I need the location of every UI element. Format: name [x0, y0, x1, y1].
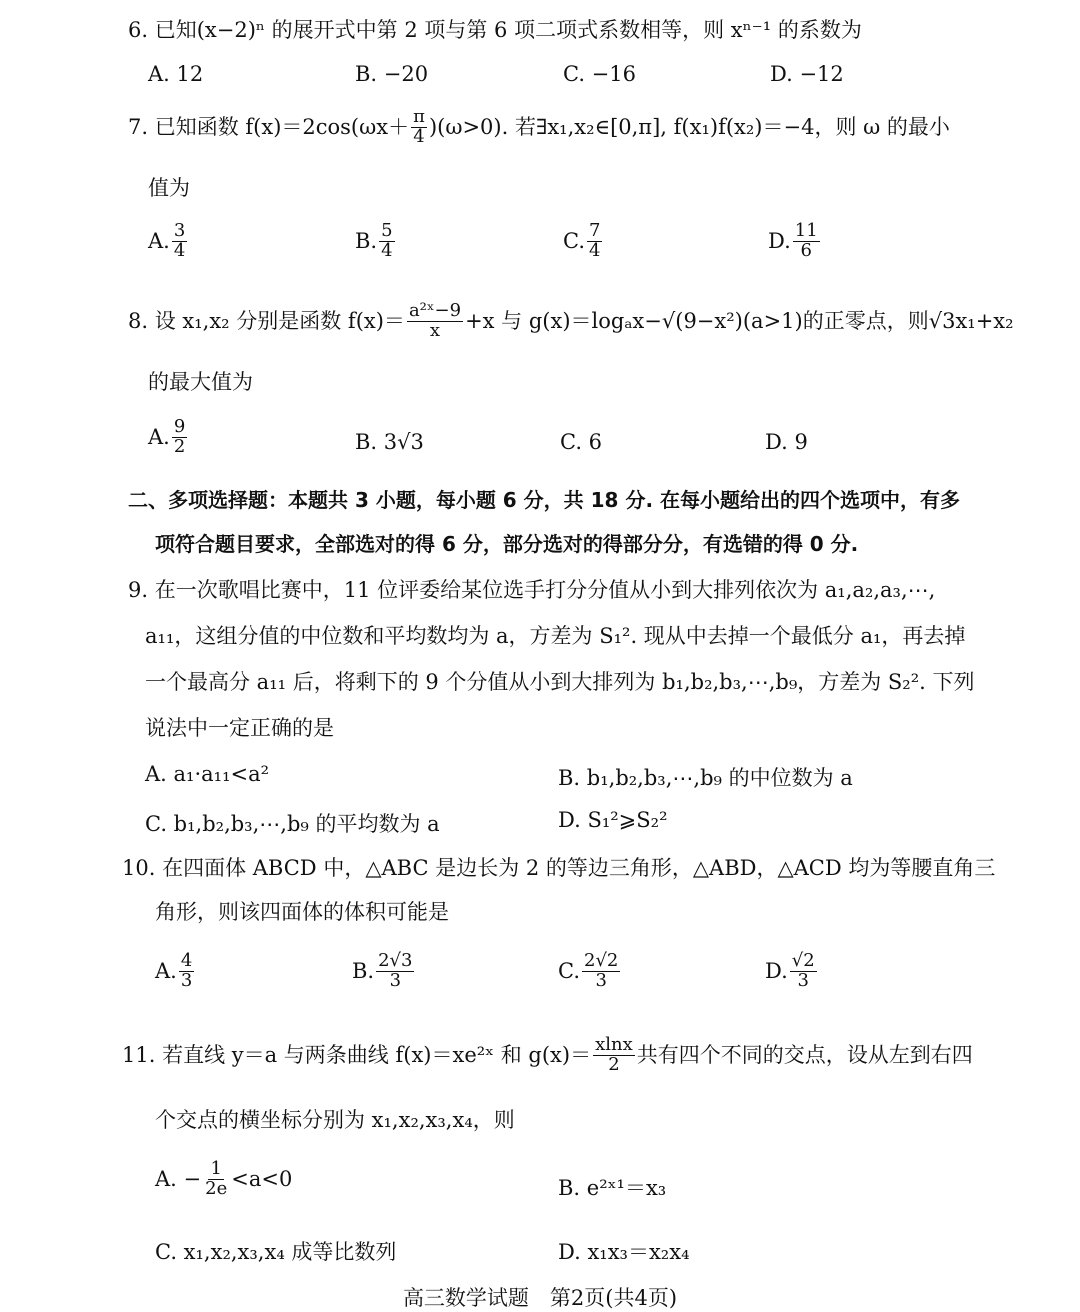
q7-option-c [563, 222, 604, 261]
fraction-num: 5 [381, 220, 393, 241]
option-label: A. [148, 425, 170, 450]
q11-stem-fraction-num: xlnx [595, 1034, 633, 1055]
q11-stem-part2: 共有四个不同的交点，设从左到右四 [636, 1042, 973, 1067]
q11-stem-fraction [593, 1036, 635, 1075]
q7-stem-fraction-num: π [413, 106, 425, 127]
fraction-num: 7 [589, 220, 601, 241]
fraction-num: 3 [173, 220, 186, 241]
option-label: C. [558, 959, 580, 984]
fraction-den: 4 [589, 239, 601, 261]
q10-option-c [558, 952, 622, 991]
fraction-num: 11 [794, 220, 818, 241]
q10-stem-line2: 角形，则该四面体的体积可能是 [155, 900, 449, 924]
q7-option-b [355, 222, 397, 261]
section2-heading-line2: 项符合题目要求，全部选对的得 6 分，部分选对的得部分分，有选错的得 0 分. [155, 532, 859, 556]
q8-option-a [148, 418, 189, 457]
q11-option-c: C. x₁,x₂,x₃,x₄ 成等比数列 [155, 1240, 397, 1264]
option-tail: <a<0 [231, 1167, 293, 1192]
q8-stem [128, 302, 1014, 341]
option-fraction [793, 222, 820, 261]
q9-option-d: D. S₁²⩾S₂² [558, 808, 668, 832]
q8-stem-part2: +x 与 g(x)＝logₐx−√(9−x²)(a>1)的正零点，则√3x₁+x₂ [465, 308, 1014, 333]
fraction-den: 4 [173, 239, 186, 261]
q9-stem-line3: 一个最高分 a₁₁ 后，将剩下的 9 个分值从小到大排列为 b₁,b₂,b₃,⋯,b₉，方差为 S₂². 下列 [145, 670, 975, 694]
q6-stem: 6. 已知(x−2)ⁿ 的展开式中第 2 项与第 6 项二项式系数相等，则 xⁿ⁻¹ 的系数为 [128, 18, 862, 42]
q10-option-b [352, 952, 416, 991]
option-label: B. [355, 229, 378, 254]
q9-option-b: B. b₁,b₂,b₃,⋯,b₉ 的中位数为 a [558, 766, 853, 790]
fraction-den: 3 [797, 969, 809, 991]
fraction-den: 2 [173, 435, 186, 457]
option-fraction [376, 952, 414, 991]
option-label: C. [563, 229, 585, 254]
option-fraction [203, 1160, 229, 1199]
option-label: D. [765, 959, 788, 984]
option-fraction [172, 418, 187, 457]
option-fraction [172, 222, 187, 261]
q7-option-d [768, 222, 822, 261]
fraction-num: 1 [210, 1158, 222, 1179]
q10-option-a [155, 952, 196, 991]
option-fraction [179, 952, 194, 991]
q7-stem-fraction-den: 4 [413, 125, 425, 147]
fraction-num: 2√2 [584, 950, 619, 971]
q9-stem-line1: 9. 在一次歌唱比赛中，11 位评委给某位选手打分分值从小到大排列依次为 a₁,a₂,a₃,⋯, [128, 578, 936, 602]
q11-stem-part1: 11. 若直线 y＝a 与两条曲线 f(x)＝xe²ˣ 和 g(x)＝ [122, 1042, 592, 1067]
option-fraction [790, 952, 817, 991]
section2-heading-line1: 二、多项选择题：本题共 3 小题，每小题 6 分，共 18 分. 在每小题给出的四个选项中，有多 [128, 488, 961, 512]
q6-option-a: A. 12 [148, 62, 204, 86]
fraction-num: 2√3 [378, 950, 413, 971]
q11-stem-fraction-den: 2 [608, 1053, 620, 1075]
q9-stem-line2: a₁₁，这组分值的中位数和平均数均为 a，方差为 S₁². 现从中去掉一个最低分 a₁，再去掉 [145, 624, 966, 648]
q7-stem-part2: )(ω>0). 若∃x₁,x₂∈[0,π], f(x₁)f(x₂)＝−4，则 ω 的最小 [428, 114, 950, 139]
option-label: B. [352, 959, 375, 984]
fraction-den: 4 [381, 239, 393, 261]
q8-stem-fraction [407, 302, 463, 341]
q11-stem [122, 1036, 973, 1075]
option-label: A. [148, 229, 170, 254]
q8-stem-continued: 的最大值为 [148, 370, 253, 394]
q7-stem-part1: 7. 已知函数 f(x)＝2cos(ωx＋ [128, 114, 410, 139]
q8-stem-fraction-num: a²ˣ−9 [408, 300, 462, 321]
fraction-den: 2e [205, 1177, 228, 1199]
fraction-den: 3 [595, 969, 607, 991]
option-fraction [587, 222, 602, 261]
q8-option-d: D. 9 [765, 430, 808, 454]
q11-option-a [155, 1160, 292, 1199]
q11-option-b: B. e²ˣ¹＝x₃ [558, 1176, 667, 1200]
q8-stem-part1: 8. 设 x₁,x₂ 分别是函数 f(x)＝ [128, 308, 405, 333]
q8-stem-fraction-den: x [429, 319, 441, 341]
q10-option-d [765, 952, 819, 991]
q8-option-b: B. 3√3 [355, 430, 424, 454]
fraction-den: 3 [180, 969, 193, 991]
option-fraction [582, 952, 620, 991]
q6-option-c: C. −16 [563, 62, 636, 86]
fraction-num: 9 [173, 416, 186, 437]
q9-option-a: A. a₁·a₁₁<a² [145, 762, 270, 786]
q7-stem [128, 108, 950, 147]
option-fraction [379, 222, 394, 261]
page-footer: 高三数学试题 第2页(共4页) [402, 1286, 678, 1310]
fraction-den: 3 [389, 969, 402, 991]
q7-stem-fraction [411, 108, 427, 147]
q6-option-b: B. −20 [355, 62, 429, 86]
q7-option-a [148, 222, 189, 261]
q8-option-c: C. 6 [560, 430, 603, 454]
q11-option-d: D. x₁x₃＝x₂x₄ [558, 1240, 690, 1264]
q9-stem-line4: 说法中一定正确的是 [145, 716, 334, 740]
option-label: A. − [155, 1167, 202, 1192]
fraction-num: √2 [791, 950, 815, 971]
q6-option-d: D. −12 [770, 62, 844, 86]
q9-option-c: C. b₁,b₂,b₃,⋯,b₉ 的平均数为 a [145, 812, 440, 836]
fraction-den: 6 [800, 239, 812, 261]
q7-stem-continued: 值为 [148, 176, 190, 200]
option-label: A. [155, 959, 177, 984]
fraction-num: 4 [180, 950, 193, 971]
option-label: D. [768, 229, 791, 254]
q11-stem-line2: 个交点的横坐标分别为 x₁,x₂,x₃,x₄，则 [155, 1108, 515, 1132]
q10-stem-line1: 10. 在四面体 ABCD 中，△ABC 是边长为 2 的等边三角形，△ABD，△ACD 均为等腰直角三 [122, 856, 996, 880]
